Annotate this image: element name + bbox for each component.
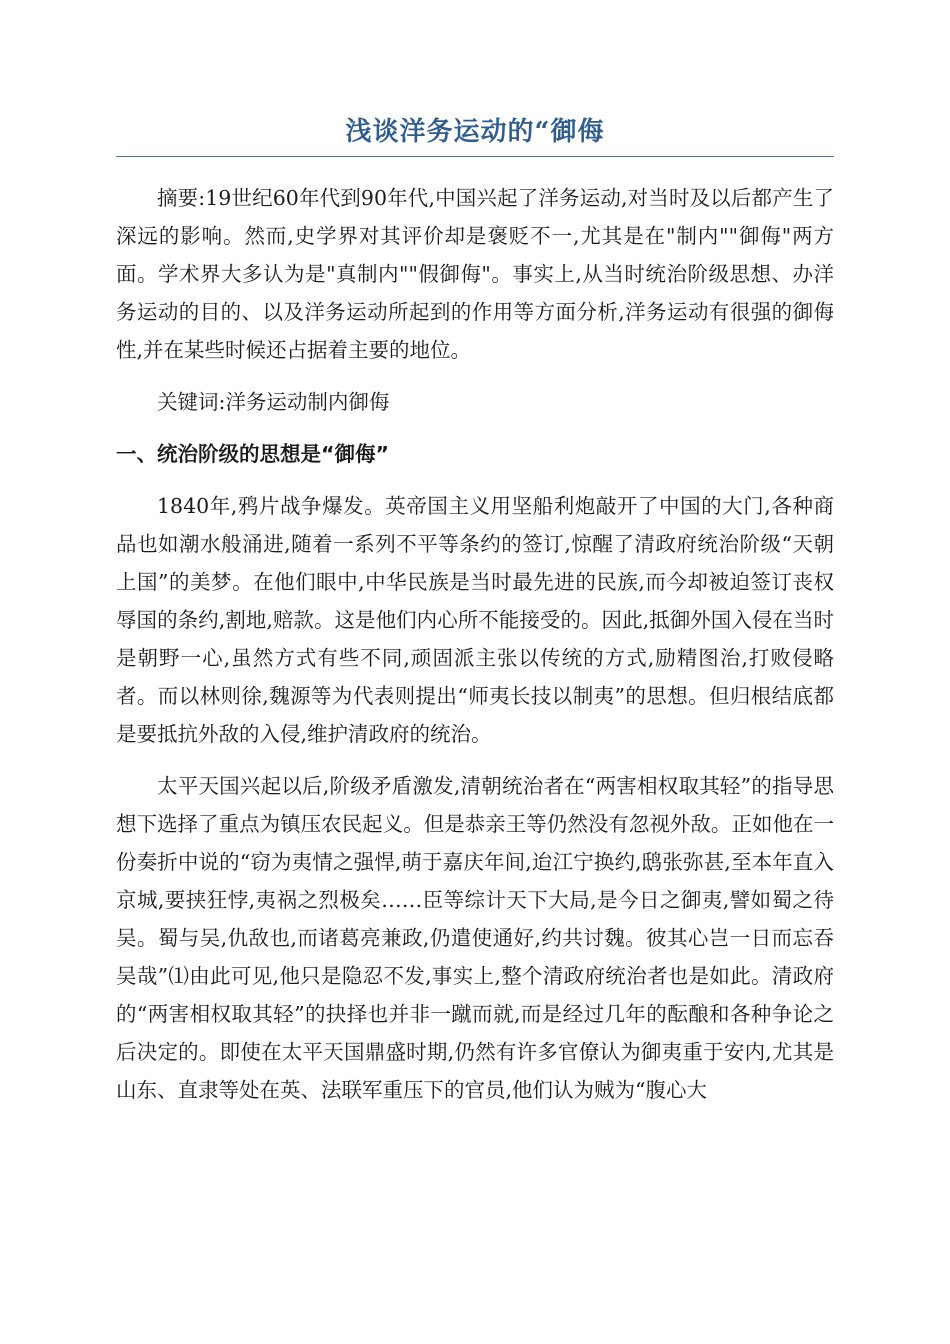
section-heading-1: 一、统治阶级的思想是“御侮”	[116, 442, 389, 466]
document-title: 浅谈洋务运动的“御侮	[345, 117, 605, 147]
body-paragraph-2: 太平天国兴起以后,阶级矛盾激发,清朝统治者在“两害相权取其轻”的指导思想下选择了重点为镇压农民起义。但是恭亲王等仍然没有忽视外敌。正如他在一份奏折中说的“窃为夷情之强悍,萌于嘉庆年间,迨江宁换约,鸱张弥甚,至本年直入京城,要挟狂悖,夷祸之烈极矣……臣等综计天下大局,是今日之御夷,譬如蜀之待吴。蜀与吴,仇敌也,而诸葛亮兼政,仍遣使通好,约共讨魏。彼其心岂一日而忘吞吴哉”⑴由此可见,他只是隐忍不发,事实上,整个清政府统治者也是如此。清政府的“两害相权取其轻”的抉择也并非一蹴而就,而是经过几年的酝酿和各种争论之后决定的。即使在太平天国鼎盛时期,仍然有许多官僚认为御夷重于安内,尤其是山东、直隶等处在英、法联军重压下的官员,他们认为贼为“腹心大	[116, 774, 834, 1102]
abstract-paragraph: 摘要:19世纪60年代到90年代,中国兴起了洋务运动,对当时及以后都产生了深远的影响。然而,史学界对其评价却是褒贬不一,尤其是在"制内""御侮"两方面。学术界大多认为是"真制内""假御侮"。事实上,从当时统治阶级思想、办洋务运动的目的、以及洋务运动所起到的作用等方面分析,洋务运动有很强的御侮性,并在某些时候还占据着主要的地位。	[116, 186, 834, 362]
keywords-line: 关键词:洋务运动制内御侮	[157, 390, 390, 414]
document-page	[116, 112, 834, 1123]
title-underline	[116, 156, 834, 157]
body-paragraph-1: 1840年,鸦片战争爆发。英帝国主义用坚船利炮敲开了中国的大门,各种商品也如潮水般涌进,随着一系列不平等条约的签订,惊醒了清政府统治阶级“天朝上国”的美梦。在他们眼中,中华民族是当时最先进的民族,而今却被迫签订丧权辱国的条约,割地,赔款。这是他们内心所不能接受的。因此,抵御外国入侵在当时是朝野一心,虽然方式有些不同,顽固派主张以传统的方式,励精图治,打败侵略者。而以林则徐,魏源等为代表则提出“师夷长技以制夷”的思想。但归根结底都是要抵抗外敌的入侵,维护清政府的统治。	[116, 494, 834, 746]
